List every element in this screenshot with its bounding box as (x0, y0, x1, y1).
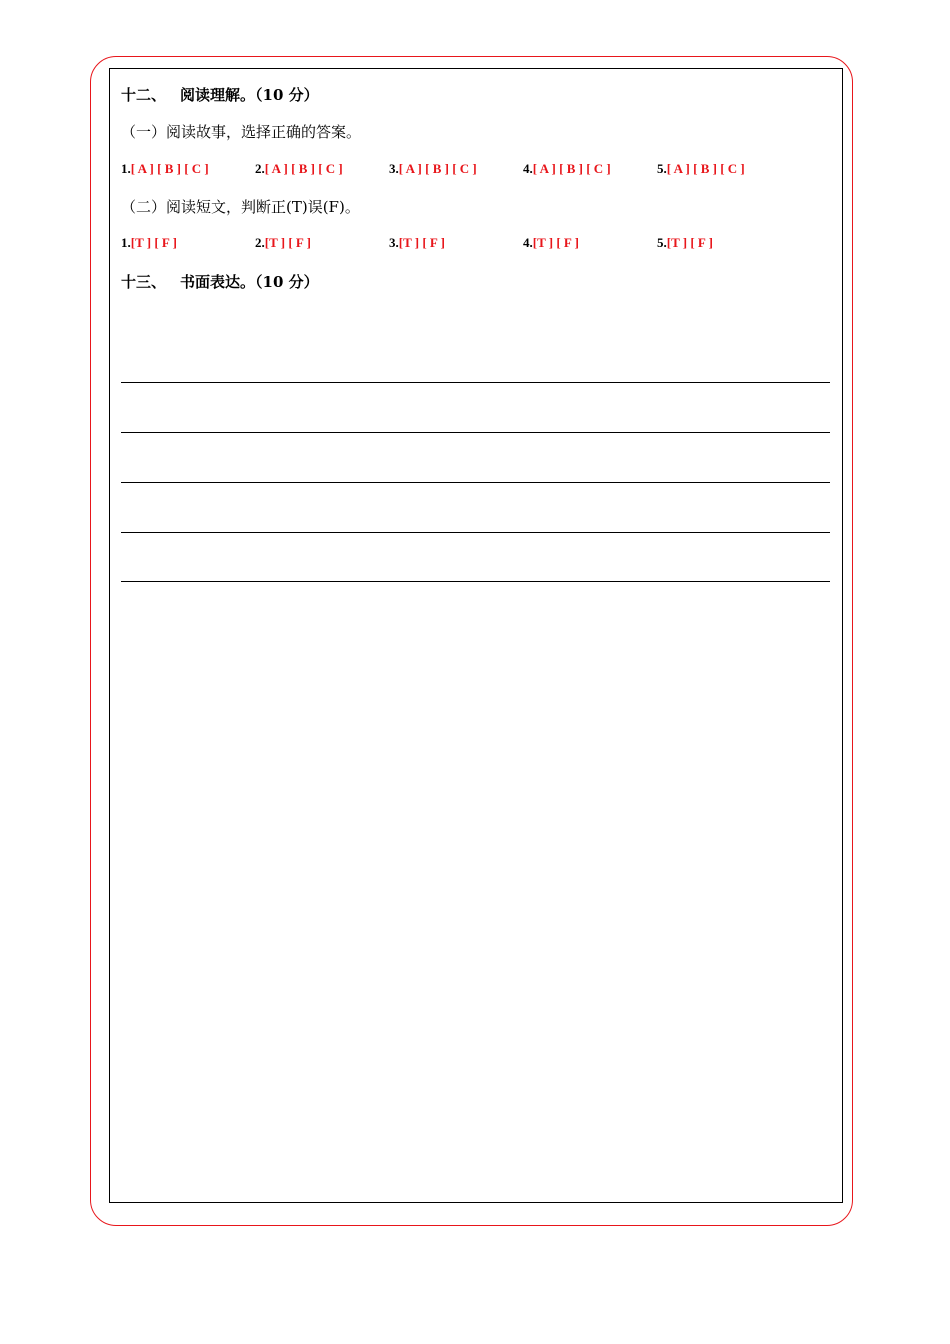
question-number: 3. (389, 161, 399, 176)
question-number: 5. (657, 235, 667, 250)
part-2-title: （二）阅读短文，判断正(T)误(F)。 (121, 198, 360, 216)
writing-line-5[interactable] (121, 581, 830, 582)
question-number: 2. (255, 161, 265, 176)
part-2-answer-row (121, 235, 821, 251)
part-1-answer-row (121, 161, 821, 177)
part-2-question-4[interactable] (523, 235, 579, 251)
section-12-heading (121, 84, 319, 105)
writing-line-3[interactable] (121, 482, 830, 483)
section-13-number: 十三、 (121, 273, 167, 291)
part-1-question-2[interactable] (255, 161, 343, 177)
writing-line-1[interactable] (121, 382, 830, 383)
section-13-heading (121, 271, 319, 292)
question-number: 3. (389, 235, 399, 250)
answer-options[interactable]: [ A ] [ B ] [ C ] (532, 161, 611, 176)
section-12-title: 阅读理解。（10 分） (180, 86, 319, 104)
question-number: 4. (523, 235, 533, 250)
answer-options[interactable]: [ A ] [ B ] [ C ] (666, 161, 745, 176)
question-number: 4. (523, 161, 533, 176)
answer-options[interactable]: [ A ] [ B ] [ C ] (130, 161, 209, 176)
section-12-number: 十二、 (121, 86, 167, 104)
question-number: 1. (121, 161, 131, 176)
question-number: 2. (255, 235, 265, 250)
part-1-question-1[interactable] (121, 161, 209, 177)
part-1-question-3[interactable] (389, 161, 477, 177)
part-2-question-1[interactable] (121, 235, 177, 251)
part-2-question-5[interactable] (657, 235, 713, 251)
answer-options[interactable]: [T ] [ F ] (398, 235, 445, 250)
answer-options[interactable]: [T ] [ F ] (264, 235, 311, 250)
answer-options[interactable]: [ A ] [ B ] [ C ] (264, 161, 343, 176)
writing-line-4[interactable] (121, 532, 830, 533)
question-number: 5. (657, 161, 667, 176)
answer-options[interactable]: [T ] [ F ] (532, 235, 579, 250)
section-13-title: 书面表达。（10 分） (180, 273, 319, 291)
part-1-question-4[interactable] (523, 161, 611, 177)
part-2-question-3[interactable] (389, 235, 445, 251)
writing-line-2[interactable] (121, 432, 830, 433)
answer-options[interactable]: [ A ] [ B ] [ C ] (398, 161, 477, 176)
part-2-question-2[interactable] (255, 235, 311, 251)
answer-options[interactable]: [T ] [ F ] (130, 235, 177, 250)
answer-options[interactable]: [T ] [ F ] (666, 235, 713, 250)
question-number: 1. (121, 235, 131, 250)
part-1-title: （一）阅读故事，选择正确的答案。 (121, 123, 362, 141)
part-1-question-5[interactable] (657, 161, 745, 177)
